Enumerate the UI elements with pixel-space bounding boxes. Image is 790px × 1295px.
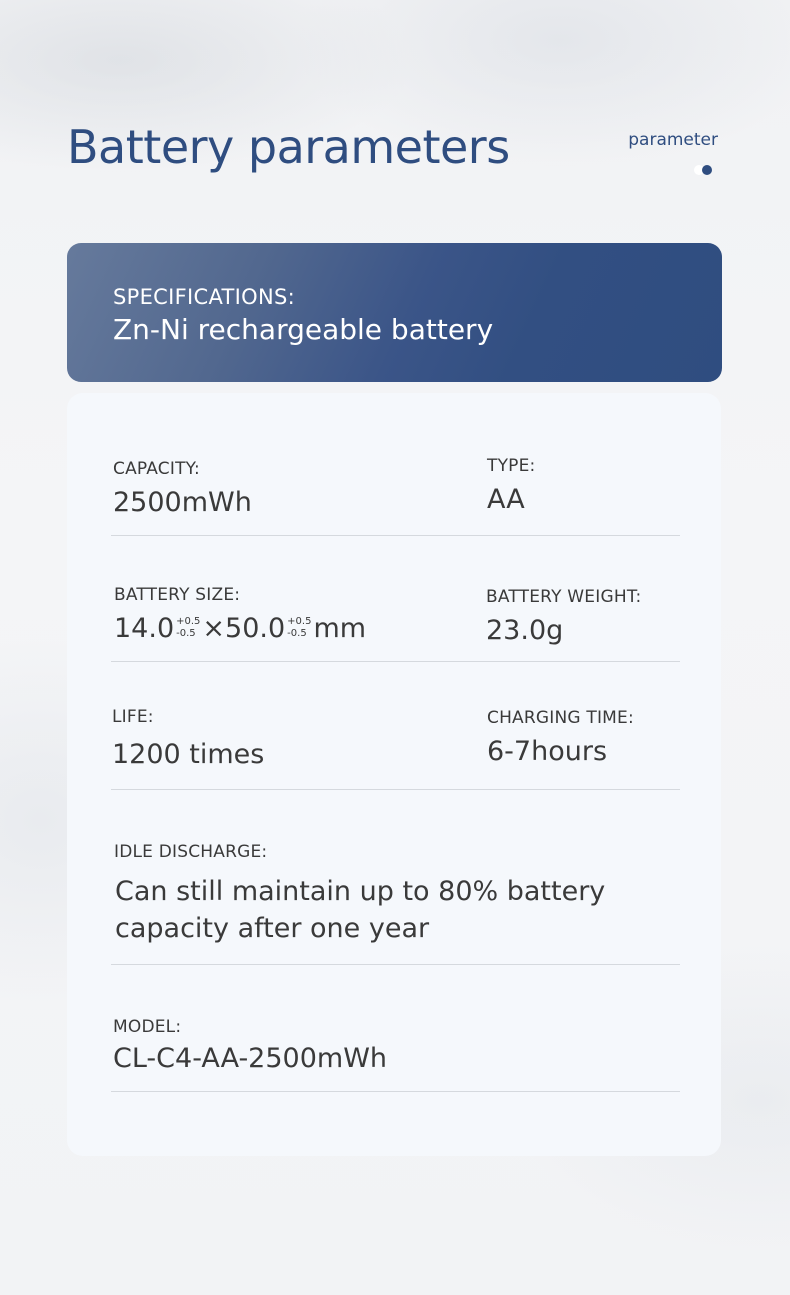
section-tag: parameter bbox=[628, 130, 718, 150]
model-label: MODEL: bbox=[113, 1017, 182, 1037]
divider bbox=[111, 789, 680, 790]
size-tolerance-1: +0.5 -0.5 bbox=[176, 615, 201, 639]
battery-weight-value: 23.0g bbox=[486, 615, 564, 646]
type-value: AA bbox=[487, 484, 525, 515]
charging-time-value: 6-7hours bbox=[487, 736, 608, 767]
size-dimension-1: 14.0 bbox=[114, 613, 175, 644]
type-label: TYPE: bbox=[487, 456, 536, 476]
specifications-banner bbox=[67, 243, 722, 382]
divider bbox=[111, 964, 680, 965]
size-tolerance-2: +0.5 -0.5 bbox=[287, 615, 312, 639]
page-title: Battery parameters bbox=[67, 120, 510, 174]
divider bbox=[111, 661, 680, 662]
life-value: 1200 times bbox=[112, 739, 265, 770]
specifications-value: Zn-Ni rechargeable battery bbox=[113, 313, 494, 346]
idle-discharge-label: IDLE DISCHARGE: bbox=[114, 842, 268, 862]
battery-size-label: BATTERY SIZE: bbox=[114, 585, 241, 605]
pager-dot-active bbox=[702, 165, 712, 175]
life-label: LIFE: bbox=[112, 707, 154, 727]
charging-time-label: CHARGING TIME: bbox=[487, 708, 634, 728]
battery-weight-label: BATTERY WEIGHT: bbox=[486, 587, 642, 607]
size-dimension-2: ×50.0 bbox=[202, 613, 286, 644]
pager-dots bbox=[694, 164, 714, 176]
model-value: CL-C4-AA-2500mWh bbox=[113, 1043, 388, 1074]
spec-card bbox=[67, 393, 721, 1156]
divider bbox=[111, 535, 680, 536]
divider bbox=[111, 1091, 680, 1092]
battery-size-value bbox=[114, 613, 366, 644]
capacity-value: 2500mWh bbox=[113, 487, 252, 518]
idle-discharge-value: Can still maintain up to 80% battery capacity after one year bbox=[115, 876, 606, 944]
size-unit: mm bbox=[313, 613, 367, 644]
specifications-label: SPECIFICATIONS: bbox=[113, 285, 295, 309]
capacity-label: CAPACITY: bbox=[113, 459, 200, 479]
